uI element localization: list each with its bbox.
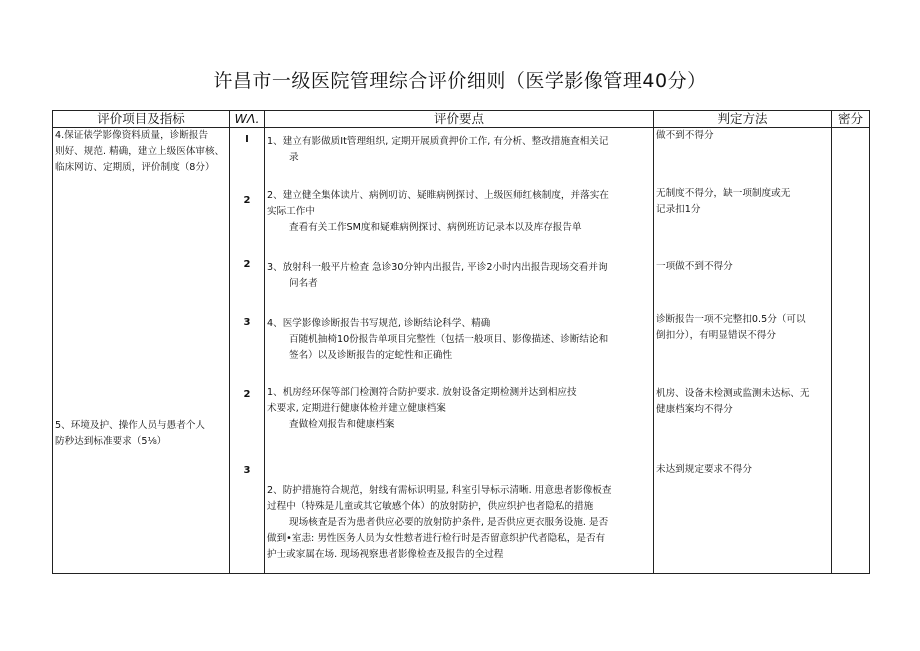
header-method: 判定方法 bbox=[717, 111, 768, 126]
row-1-method: 做不到不得分 bbox=[656, 130, 714, 141]
row-5-score: 2 bbox=[243, 389, 251, 400]
row-6-method: 未达到规定要求不得分 bbox=[656, 464, 752, 475]
row-4-points: 4、医学影像诊断报告书写规范, 诊断结论科学、精确 百随机抽椅10份报告单项目完整性（包括一般项目、影像描述、诊断结论和 签名）以及诊断报告的定蛇性和正确性 bbox=[267, 318, 609, 361]
row-2-method: 无制度不得分，缺一项制度或无 记录扣1分 bbox=[656, 188, 791, 215]
row-4-method: 诊断报告一项不完整扣0.5分（可以 倒扣分），有明显错误不得分 bbox=[656, 314, 806, 341]
row-6-points: 2、防护措施符合规范，射线有需标识明显, 科室引导标示清晰. 用意患者影像板查 过程中（特殊是儿童或其它敏感个体）的放射防护，供应织护也者隐私的措施 现场核査是否为患者供应必要的放射防护条件, 是否供应更衣服务设施. 是否 做到•室恚: 男性医务人员为女性愸者进行检行时是否留意织护代者隐私，是否有 护士或家属在场. 现场视察患者影像检查及报告的全过程 bbox=[267, 485, 612, 560]
row-4-score: 3 bbox=[243, 317, 251, 328]
row-1-points: 1、建立有影做质It管理组织, 定期开展质賁押价工作, 有分析、整改措施査相关记 录 bbox=[267, 136, 609, 163]
row-6-score: 3 bbox=[243, 465, 251, 476]
row-3-score: 2 bbox=[243, 259, 251, 270]
header-points: 评价要点 bbox=[433, 111, 484, 126]
header-result: 密分 bbox=[837, 111, 863, 126]
row-5-method: 机房、设备未检测或监测未达标、无 健康档案均不得分 bbox=[656, 388, 810, 415]
section-4-label: 4.保证俵学影像资料质量，诊断报告 则好、规范. 精确，建立上级医体审核、 临床网访、定期质，评价制度（8分） bbox=[55, 130, 225, 173]
section-5-label: 5、环境及护、操作人员与愚者个人 防秒达到标准要求（5⅛） bbox=[55, 420, 206, 447]
row-1-score: I bbox=[245, 134, 249, 145]
row-5-points: 1、机房经环保等部门检测符合防护要求. 放射设备定期检测并达到相应技 术要求, 定期进行健康体检并建立健康档案 査做检刈报告和健康档案 bbox=[267, 387, 577, 430]
header-score: WΛ. bbox=[234, 111, 260, 126]
row-2-points: 2、建立健全集体读片、病例叨访、疑睢病例探讨、上级医师红核制度，并落实在 实际工作中 査看有关工作SM度和疑难病例探讨、病例班访记录本以及库存报告单 bbox=[267, 190, 609, 233]
row-3-points: 3、放射科一般平片检査 急诊30分钟内出报告, 平诊2小时内出报告现场交看并询 问名者 bbox=[267, 262, 608, 289]
page-title: 许昌市一级医院管理综合评价细则（医学影像管理40分） bbox=[213, 70, 707, 92]
row-3-method: 一项做不到不得分 bbox=[656, 261, 733, 272]
row-2-score: 2 bbox=[243, 195, 251, 206]
header-item: 评价项目及指标 bbox=[97, 111, 185, 126]
